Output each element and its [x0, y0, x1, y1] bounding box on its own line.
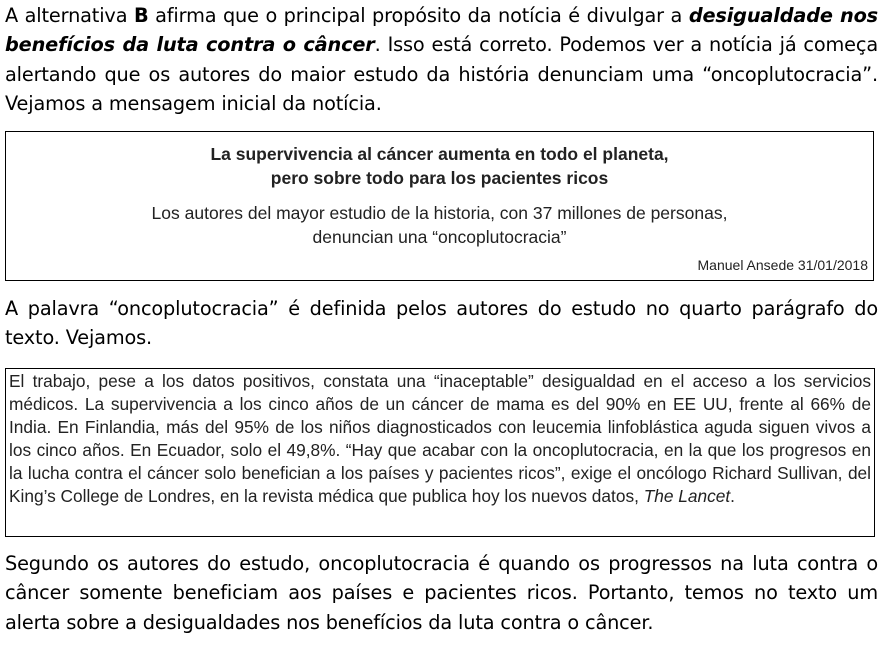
- intro-text-2: afirma que o principal propósito da notícia é divulgar a: [148, 4, 689, 27]
- quote-box: [5, 368, 875, 537]
- journal-name: The Lancet: [643, 486, 731, 507]
- news-subheadline: [6, 201, 873, 249]
- second-paragraph: A palavra “oncoplutocracia” é definida pelos autores do estudo no quarto parágrafo do texto. Vejamos.: [5, 297, 878, 350]
- intro-text-3: . Isso está correto. Podemos ver a notícia já começa alertando que os autores do maior estudo da história denunciam uma “oncoplutocracia”. Vejamos a mensagem inicial da notícia.: [5, 33, 878, 115]
- subheadline-line-1: Los autores del mayor estudio de la historia, con 37 millones de personas,: [151, 203, 728, 223]
- conclusion-paragraph: Segundo os autores do estudo, oncoplutocracia é quando os progressos na luta contra o câncer somente beneficiam aos países e pacientes ricos. Portanto, temos no texto um alerta sobre a desigualdades nos benefícios da luta contra o câncer.: [5, 552, 878, 634]
- headline-line-2: pero sobre todo para los pacientes ricos: [270, 168, 609, 188]
- quote-end: .: [730, 486, 735, 507]
- headline-line-1: La supervivencia al cáncer aumenta en todo el planeta,: [210, 144, 669, 164]
- quote-text: El trabajo, pese a los datos positivos, constata una “inaceptable” desigualdad en el acceso a los servicios médicos. La supervivencia a los cinco años de un cáncer de mama es del 90% en EE UU, frente al 66% de India. En Finlandia, más del 95% de los niños diagnosticados con leucemia linfoblástica aguda siguen vivos a los cinco años. En Ecuador, solo el 49,8%. “Hay que acabar con la oncoplutocracia, en la que los progresos en la lucha contra el cáncer solo benefician a los países y pacientes ricos”, exige el oncólogo Richard Sullivan, del King’s College de Londres, en la revista médica que publica hoy los nuevos datos,: [9, 371, 871, 507]
- intro-text-1: A alternativa: [5, 4, 134, 27]
- news-byline: Manuel Ansede 31/01/2018: [697, 257, 868, 273]
- intro-paragraph: [5, 1, 878, 118]
- news-excerpt-box: [5, 131, 874, 281]
- alternative-letter: B: [133, 4, 149, 27]
- subheadline-line-2: denuncian una “oncoplutocracia”: [312, 227, 567, 247]
- intro-emphasis: desigualdade nos benefícios da luta contra o câncer: [5, 4, 879, 57]
- news-headline: [6, 142, 873, 190]
